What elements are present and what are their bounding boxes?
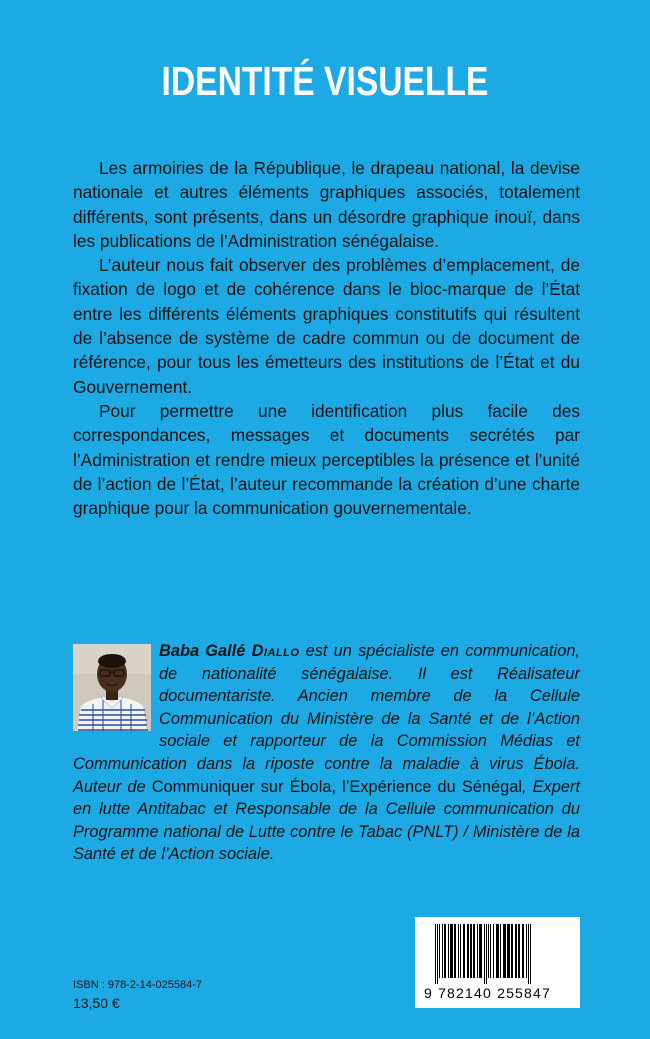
barcode-digits: 9 782140 255847 — [424, 985, 551, 1001]
barcode-bar — [439, 924, 440, 978]
book-summary — [73, 156, 580, 520]
barcode-bar — [522, 924, 524, 978]
barcode-bar — [473, 924, 475, 978]
barcode-bar — [460, 924, 461, 978]
barcode-bar — [437, 924, 438, 984]
author-first-names: Baba Gallé — [159, 642, 246, 660]
barcode-bar — [507, 924, 510, 978]
barcode-bar — [530, 924, 531, 984]
barcode-bar — [444, 924, 446, 978]
barcode-bar — [470, 924, 472, 978]
barcode-bar — [493, 924, 494, 978]
barcode-bar — [442, 924, 443, 978]
cover-title: IDENTITÉ VISUELLE — [161, 58, 489, 104]
barcode-bar — [484, 924, 485, 984]
author-bio-text-continued: , Expert en lutte Antitabac et Responsable de la Cellule communication du Programme national de Lutte contre le Tabac (PNLT) / Ministère de la Santé et de l’Action sociale. — [73, 777, 580, 864]
barcode-bar — [450, 924, 453, 978]
barcode — [415, 917, 580, 1008]
author-bio — [73, 640, 580, 866]
price-label: 13,50 € — [73, 995, 120, 1011]
barcode-bar — [463, 924, 465, 978]
barcode-bars — [435, 924, 569, 984]
barcode-bar — [477, 924, 478, 978]
barcode-bar — [528, 924, 529, 984]
barcode-bar — [454, 924, 456, 978]
author-book-title: Communiquer sur Ébola, l’Expérience du Sénégal — [151, 777, 522, 796]
barcode-bar — [500, 924, 501, 978]
author-photo — [73, 644, 151, 731]
barcode-bar — [448, 924, 449, 978]
barcode-bar — [496, 924, 499, 978]
author-bio-text: est un spécialiste en communication, de nationalité sénégalaise. Il est Réalisateur documentariste. Ancien membre de la Cellule Communication du Ministère de la Santé et de l’Action sociale et rapporteur de la Commission Médias et Communication dans la riposte contre la maladie à virus Ébola. Auteur de — [73, 642, 580, 796]
barcode-bar — [503, 924, 506, 978]
summary-paragraph: Pour permettre une identification plus facile des correspondances, messages et documents secrétés par l’Administration et rendre mieux perceptibles la présence et l’unité de l’action de l’État, l’auteur recommande la création d’une charte graphique pour la communication gouvernementale. — [73, 400, 580, 519]
barcode-bar — [518, 924, 520, 978]
isbn-label: ISBN : 978-2-14-025584-7 — [73, 979, 203, 991]
barcode-bar — [467, 924, 469, 978]
barcode-bar — [435, 924, 436, 984]
barcode-bar — [490, 924, 491, 978]
author-portrait-icon — [73, 644, 151, 731]
barcode-bar — [488, 924, 489, 978]
author-surname: Diallo — [251, 642, 300, 660]
barcode-bar — [486, 924, 487, 984]
summary-paragraph: L’auteur nous fait observer des problèmes d’emplacement, de fixation de logo et de cohérence dans le bloc-marque de l’État entre les différents éléments graphiques constitutifs qui résultent de l’absence de système de cadre commun ou de document de référence, pour tous les émetteurs des institutions de l’État et du Gouvernement. — [73, 255, 580, 397]
barcode-bar — [458, 924, 459, 978]
barcode-bar — [479, 924, 482, 978]
summary-paragraph: Les armoiries de la République, le drapeau national, la devise nationale et autres éléments graphiques associés, totalement différents, sont présents, dans un désordre graphique inouï, dans les publications de l’Administration sénégalaise. — [73, 158, 580, 251]
barcode-bar — [511, 924, 513, 978]
barcode-bar — [515, 924, 517, 978]
barcode-bar — [526, 924, 527, 978]
